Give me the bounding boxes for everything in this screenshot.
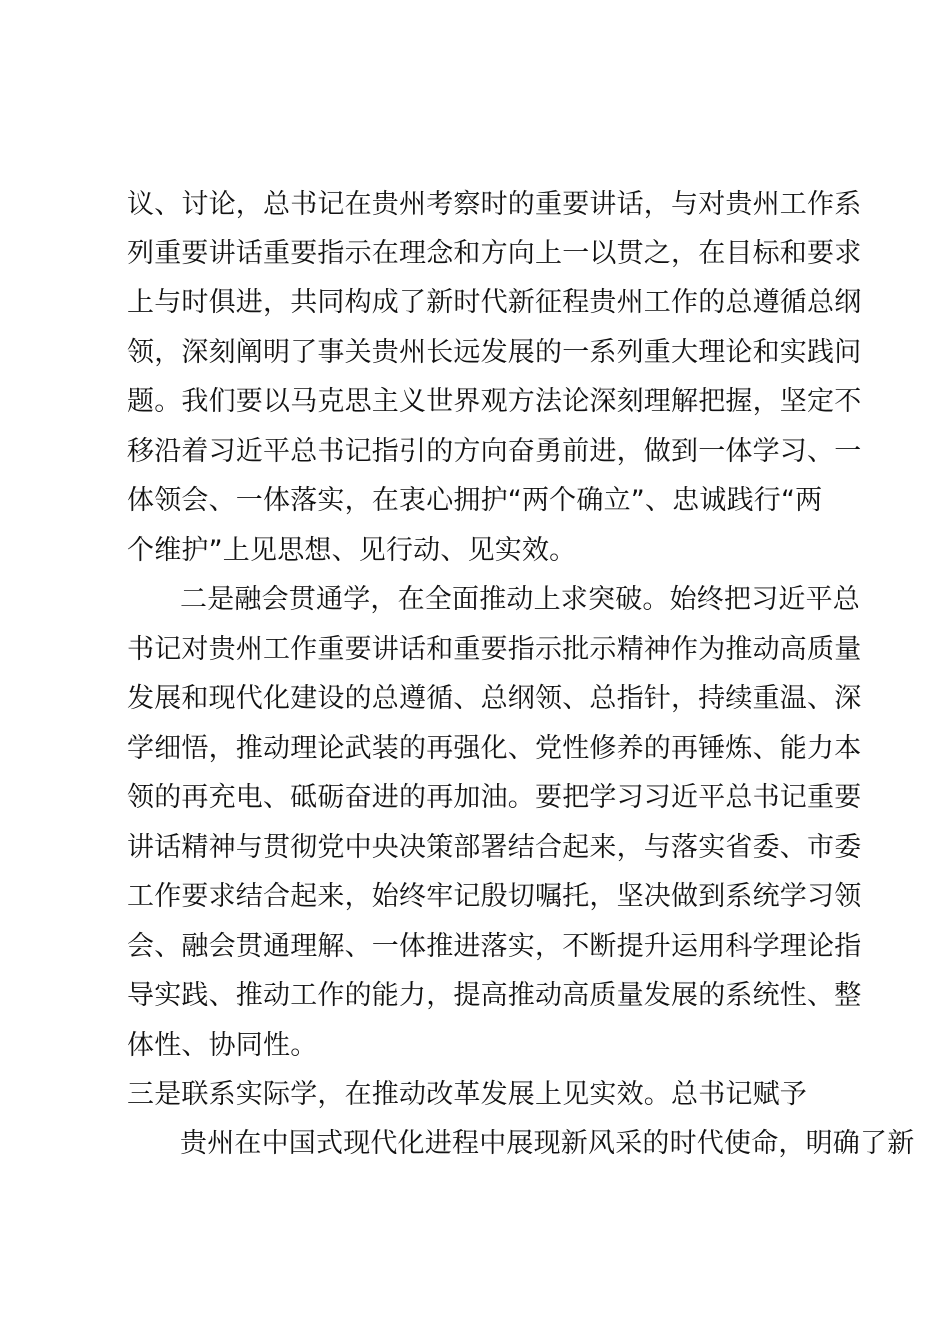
- paragraph-line: 讲话精神与贯彻党中央决策部署结合起来，与落实省委、市委: [127, 832, 862, 863]
- paragraph-line: 题。我们要以马克思主义世界观方法论深刻理解把握，坚定不: [127, 386, 862, 417]
- paragraph-line: 移沿着习近平总书记指引的方向奋勇前进，做到一体学习、一: [127, 436, 862, 467]
- paragraph-line: 议、讨论，总书记在贵州考察时的重要讲话，与对贵州工作系: [127, 189, 862, 220]
- paragraph-line: 导实践、推动工作的能力，提高推动高质量发展的系统性、整: [127, 980, 862, 1011]
- paragraph-line: 学细悟，推动理论武装的再强化、党性修养的再锤炼、能力本: [127, 733, 862, 764]
- paragraph-line: 会、融会贯通理解、一体推进落实，不断提升运用科学理论指: [127, 931, 862, 962]
- paragraph-line: 列重要讲话重要指示在理念和方向上一以贯之，在目标和要求: [127, 238, 862, 269]
- paragraph-line: 书记对贵州工作重要讲话和重要指示批示精神作为推动高质量: [127, 634, 862, 665]
- paragraph-line: 上与时俱进，共同构成了新时代新征程贵州工作的总遵循总纲: [127, 287, 862, 318]
- paragraph-line: 个维护”上见思想、见行动、见实效。: [127, 535, 577, 566]
- paragraph-line: 体性、协同性。: [127, 1030, 318, 1061]
- paragraph-line: 三是联系实际学，在推动改革发展上见实效。总书记赋予: [127, 1079, 807, 1110]
- paragraph-line: 二是融会贯通学，在全面推动上求突破。始终把习近平总: [180, 584, 860, 615]
- paragraph-line: 体领会、一体落实，在衷心拥护“两个确立”、忠诚践行“两: [127, 485, 823, 516]
- paragraph-line: 工作要求结合起来，始终牢记殷切嘱托，坚决做到系统学习领: [127, 881, 862, 912]
- paragraph-line: 贵州在中国式现代化进程中展现新风采的时代使命，明确了新: [180, 1128, 915, 1159]
- paragraph-line: 领的再充电、砥砺奋进的再加油。要把学习习近平总书记重要: [127, 782, 862, 813]
- paragraph-line: 领，深刻阐明了事关贵州长远发展的一系列重大理论和实践问: [127, 337, 862, 368]
- paragraph-line: [127, 1174, 832, 1212]
- paragraph-line: 发展和现代化建设的总遵循、总纲领、总指针，持续重温、深: [127, 683, 862, 714]
